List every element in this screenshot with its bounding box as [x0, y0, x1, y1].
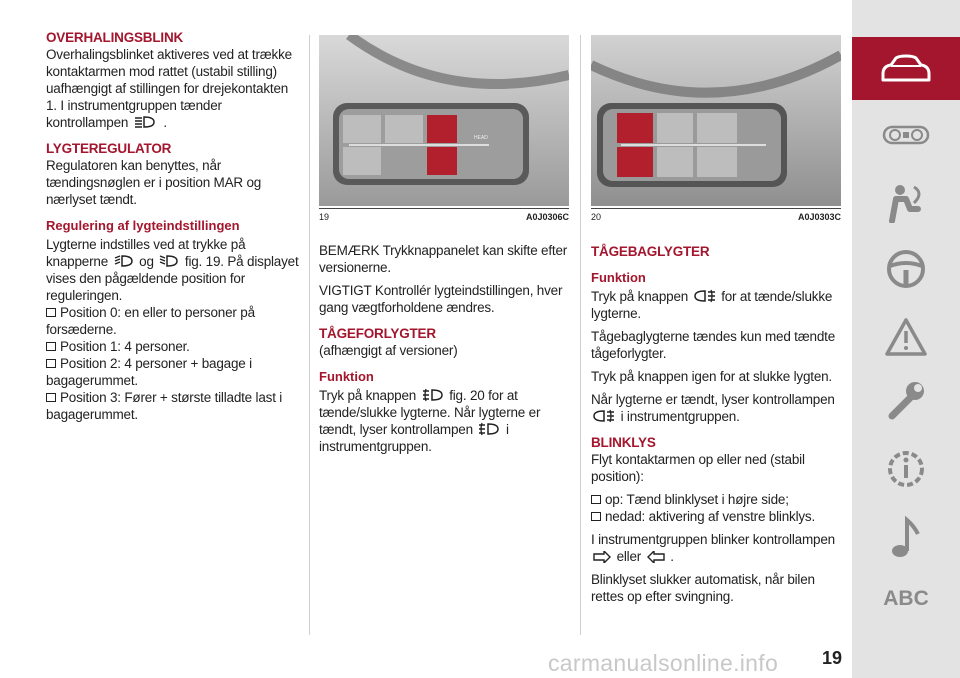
figure-code: A0J0303C — [797, 212, 841, 222]
bullet-position-2: Position 2: 4 personer + bagage i bagagerummet. — [46, 356, 252, 388]
figure-20-photo — [591, 35, 841, 206]
column-divider — [309, 35, 310, 635]
fog-light-panel-image — [591, 35, 841, 206]
naar-text: Når lygterne er tændt, lyser kontrollampen i instrumentgruppen. — [591, 392, 835, 424]
figure-19-photo — [319, 35, 569, 206]
chapter-tab-car[interactable] — [852, 37, 960, 100]
car-icon — [877, 54, 935, 84]
afhaengigt-text: (afhængigt af versioner) — [319, 343, 458, 358]
chapter-tab-maintenance[interactable] — [852, 378, 960, 422]
figure-19-caption — [319, 208, 569, 224]
arrow-right-icon — [593, 551, 611, 563]
column-2 — [319, 35, 569, 461]
subheading-funktion: Funktion — [591, 270, 646, 285]
chapter-tab-safety[interactable] — [852, 180, 960, 225]
heading-blinklys: BLINKLYS — [591, 435, 656, 450]
bullet-nedad: nedad: aktivering af venstre blinklys. — [591, 508, 841, 525]
blinker-text: I instrumentgruppen blinker kontrollampen eller . — [591, 532, 835, 564]
bemaerk-text: BEMÆRK Trykknappanelet kan skifte efter versionerne. — [319, 243, 568, 275]
column-3 — [591, 35, 841, 611]
high-beam-icon — [134, 115, 158, 129]
regulering-text: Lygterne indstilles ved at trykke på knapperne og fig. 19. På displayet vises den pågældende position for reguleringen. — [46, 237, 299, 303]
bullet-box-icon — [591, 512, 601, 521]
column-1 — [46, 30, 302, 423]
beam-up-icon — [114, 254, 134, 268]
chapter-tab-driving[interactable] — [852, 247, 960, 291]
figure-number: 20 — [591, 212, 602, 222]
chapter-tab-multimedia[interactable] — [852, 516, 960, 560]
taendes-text: Tågebaglygterne tændes kun med tændte tågeforlygter. — [591, 329, 836, 361]
bullet-position-3: Position 3: Fører + største tilladte last i bagagerummet. — [46, 390, 283, 422]
overhalingsblink-text: Overhalingsblinket aktiveres ved at trække kontaktarmen mod rattet (ustabil stilling) uafhængigt af stillingen for drejekontakten 1. I instrumentgruppen tænder kontrollampen . — [46, 47, 292, 130]
front-fog-light-icon — [422, 388, 444, 402]
chapter-tab-technical-data[interactable] — [852, 446, 960, 492]
bullet-box-icon — [46, 308, 56, 317]
warning-triangle-icon — [884, 317, 928, 357]
figure-20-caption — [591, 208, 841, 224]
heading-taageforlygter: TÅGEFORLYGTER — [319, 326, 436, 341]
bullet-position-1: Position 1: 4 personer. — [46, 338, 302, 355]
funktion-text: Tryk på knappen fig. 20 for at tænde/slukke lygterne. Når lygterne er tændt, lyser kontrollampen i instrumentgruppen. — [319, 388, 541, 454]
bullet-box-icon — [591, 495, 601, 504]
wrench-icon — [884, 378, 928, 422]
rear-fog-light-icon — [694, 289, 716, 303]
page-number: 19 — [821, 648, 842, 668]
steering-wheel-icon — [885, 248, 927, 290]
subheading-regulering: Regulering af lygteindstillingen — [46, 218, 240, 233]
bullet-op: op: Tænd blinklyset i højre side; — [591, 491, 841, 508]
front-fog-light-icon — [478, 422, 500, 436]
music-note-icon — [888, 516, 924, 560]
heading-taagebaglygter: TÅGEBAGLYGTER — [591, 244, 710, 259]
light-switch-panel-image — [319, 35, 569, 206]
passenger-safety-icon — [884, 183, 928, 223]
bullet-position-0: Position 0: en eller to personer på forsæderne. — [46, 305, 255, 337]
dashboard-gauges-icon — [882, 124, 930, 146]
heading-overhalingsblink: OVERHALINGSBLINK — [46, 30, 184, 45]
info-gear-icon — [884, 447, 928, 491]
flyt-text: Flyt kontaktarmen op eller ned (stabil position): — [591, 452, 805, 484]
rear-fog-light-icon — [593, 409, 615, 423]
slukker-text: Blinklyset slukker automatisk, når bilen rettes op efter svingning. — [591, 572, 815, 604]
figure-number: 19 — [319, 212, 330, 222]
igen-text: Tryk på knappen igen for at slukke lygten. — [591, 369, 832, 384]
beam-down-icon — [159, 254, 179, 268]
chapter-tab-dashboard[interactable] — [852, 120, 960, 150]
vigtigt-text: VIGTIGT Kontrollér lygteindstillingen, hver gang vægtforholdene ændres. — [319, 283, 563, 315]
watermark: carmanualsonline.info — [548, 650, 779, 676]
subheading-funktion: Funktion — [319, 369, 374, 384]
chapter-tab-index[interactable]: ABC — [883, 587, 929, 610]
figure-code: A0J0306C — [525, 212, 569, 222]
lygteregulator-text: Regulatoren kan benyttes, når tændingsnøglen er i position MAR og nærlyset tændt. — [46, 158, 262, 207]
chapter-tab-warnings[interactable] — [852, 316, 960, 358]
column-divider — [580, 35, 581, 635]
heading-lygteregulator: LYGTEREGULATOR — [46, 141, 172, 156]
tryk-text: Tryk på knappen for at tænde/slukke lygterne. — [591, 289, 833, 321]
arrow-left-icon — [647, 551, 665, 563]
bullet-box-icon — [46, 342, 56, 351]
bullet-box-icon — [46, 393, 56, 402]
svg-text:HEAD: HEAD — [474, 135, 488, 141]
chapter-sidebar — [852, 0, 960, 678]
bullet-box-icon — [46, 359, 56, 368]
